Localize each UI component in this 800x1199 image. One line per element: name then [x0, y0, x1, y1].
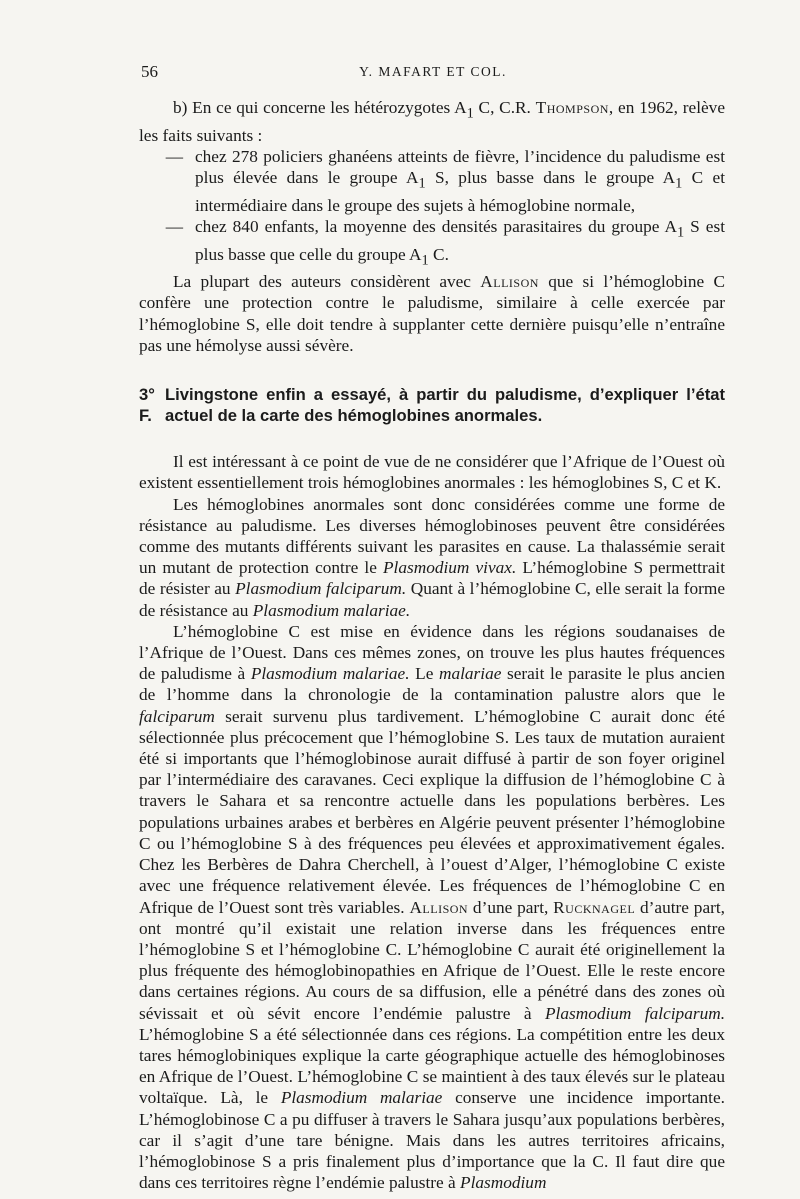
page-header: [141, 62, 725, 86]
paragraph-allison: [139, 271, 725, 356]
text-column: [139, 97, 725, 1193]
page-number: 56: [141, 62, 158, 81]
text-run: conserve une incidence importante. L’hémoglobinose C a pu diffuser à travers le Sahara jusqu’aux populations berbères, car il s’agit d’une tare bénigne. Mais dans les autres territoires africains, l’hémoglobinose S a pris finalement plus d’importance que la C. Il faut dire que dans ces territoires règne l’endémie palustre à: [139, 1088, 725, 1193]
paragraph-intro: Il est intéressant à ce point de vue de ne considérer que l’Afrique de l’Ouest où existent essentiellement trois hémoglobines anormales : les hémoglobines S, C et K.: [139, 452, 725, 493]
running-title: Y. MAFART ET COL.: [359, 64, 507, 79]
paragraph-heterozygotes: [139, 97, 725, 146]
subscript: 1: [418, 175, 426, 192]
species-name: Plasmodium malariae: [280, 1088, 443, 1108]
paragraph-hemoglobine-c: [139, 621, 725, 1193]
text-run: serait survenu plus tardivement. L’hémoglobine C aurait donc été sélectionnée plus précocement que l’hémoglobine S. Les taux de mutation auraient été si importants que l’hémoglobinose aurait diffusé à partir de son foyer originel par l’intermédiaire des caravanes. Ceci explique la diffusion de l’hémoglobine C à travers le Sahara et sa rencontre actuelle dans les populations berbères. Les populations urbaines arabes et berbères en Algérie peuvent présenter l’hémoglobine C ou l’hémoglobine S à des fréquences peu élevées et approximativement égales. Chez les Berbères de Dahra Cherchell, à l’ouest d’Alger, l’hémoglobine C existe avec une fréquence relativement élevée. Les fréquences de l’hémoglobine C en Afrique de l’Ouest sont très variables.: [139, 706, 725, 917]
author-name: Rucknagel: [553, 897, 636, 917]
text-run: chez 840 enfants, la moyenne des densités parasitaires du groupe A: [195, 216, 677, 236]
subscript: 1: [466, 105, 474, 122]
species-name: falciparum: [139, 706, 215, 726]
dash-item-enfants: [139, 216, 725, 271]
text-run: d’autre part, ont montré qu’il existait une relation inverse dans les fréquences entre l’hémoglobine S et l’hémoglobine C. L’hémoglobine C aurait été originellement la plus fréquente des hémoglobinopathies en Afrique de l’Ouest. Elle le reste encore dans certaines régions. Au cours de sa diffusion, elle a pénétré dans des zones où sévissait et où sévit encore l’endémie palustre à: [139, 897, 725, 1023]
section-heading: [139, 385, 725, 426]
text-run: C.: [428, 244, 449, 264]
author-name: Allison: [409, 897, 469, 917]
section-title: Livingstone enfin a essayé, à partir du paludisme, d’expliquer l’état actuel de la carte des hémoglobines anormales.: [165, 385, 725, 425]
paragraph-resistance: [139, 494, 725, 621]
text-run: S est plus basse que celle du groupe A: [195, 216, 725, 264]
author-name: Thompson: [535, 98, 609, 117]
species-name: Plasmodium vivax.: [382, 558, 517, 578]
text-run: serait le parasite le plus ancien de l’homme dans la chronologie de la contamination palustre alors que le: [139, 664, 725, 705]
author-name: Allison: [480, 272, 539, 292]
text-run: chez 278 policiers ghanéens atteints de fièvre, l’incidence du paludisme est plus élevée dans le groupe A: [195, 146, 725, 188]
dash-text: [195, 146, 725, 216]
text-run: La plupart des auteurs considèrent avec: [173, 272, 481, 292]
dash-text: [195, 216, 725, 271]
text-run: C et intermédiaire dans le groupe des sujets à hémoglobine normale,: [195, 168, 726, 215]
text-run: Le: [409, 664, 439, 684]
species-name: Plasmodium falciparum.: [545, 1003, 726, 1023]
text-run: Les hémoglobines anormales sont donc considérées comme une forme de résistance au paludisme. Les diverses hémoglobinoses peuvent être considérées comme des mutants différents suivant les parasites en cause. La thalassémie serait un mutant de protection contre le: [139, 494, 725, 578]
species-name: Plasmodium falciparum.: [235, 579, 407, 599]
text-run: C, C.R.: [473, 98, 536, 117]
text-run: d’une part,: [468, 897, 554, 917]
dash-item-policiers: [139, 146, 725, 216]
species-name: Plasmodium malariae.: [250, 664, 410, 684]
text-run: que si l’hémoglobine C confère une protection contre le paludisme, similaire à celle exercée par l’hémoglobine S, elle doit tendre à supplanter cette dernière puisqu’elle n’entraîne pas une hémolyse aussi sévère.: [139, 272, 725, 355]
subscript: 1: [421, 252, 429, 269]
text-run: S, plus basse dans le groupe A: [425, 168, 676, 188]
subscript: 1: [676, 224, 685, 241]
text-run: L’hémoglobine C est mise en évidence dans les régions soudanaises de l’Afrique de l’Ouest. Dans ces mêmes zones, on trouve les plus hautes fréquences de paludisme à: [139, 621, 725, 684]
text-run: b) En ce qui concerne les hétérozygotes A: [173, 98, 467, 117]
species-name: malariae: [438, 664, 502, 684]
species-name: Plasmodium malariae.: [252, 600, 411, 620]
dash-mark: —: [165, 216, 183, 236]
section-number: 3° F.: [139, 385, 155, 425]
subscript: 1: [675, 175, 683, 192]
species-name: Plasmodium: [460, 1173, 547, 1193]
text-run: L’hémoglobine S permettrait de résister au: [139, 558, 725, 599]
text-run: Quant à l’hémoglobine C, elle serait la forme de résistance au: [139, 579, 725, 620]
text-run: L’hémoglobine S a été sélectionnée dans ces régions. La compétition entre les deux tares hémoglobiniques explique la carte géographique actuelle des hémoglobinoses en Afrique de l’Ouest. L’hémoglobine C se maintient à des taux élevés sur le plateau voltaïque. Là, le: [139, 1024, 725, 1108]
text-run: , en 1962, relève les faits suivants :: [139, 98, 725, 145]
dash-mark: —: [165, 146, 183, 166]
